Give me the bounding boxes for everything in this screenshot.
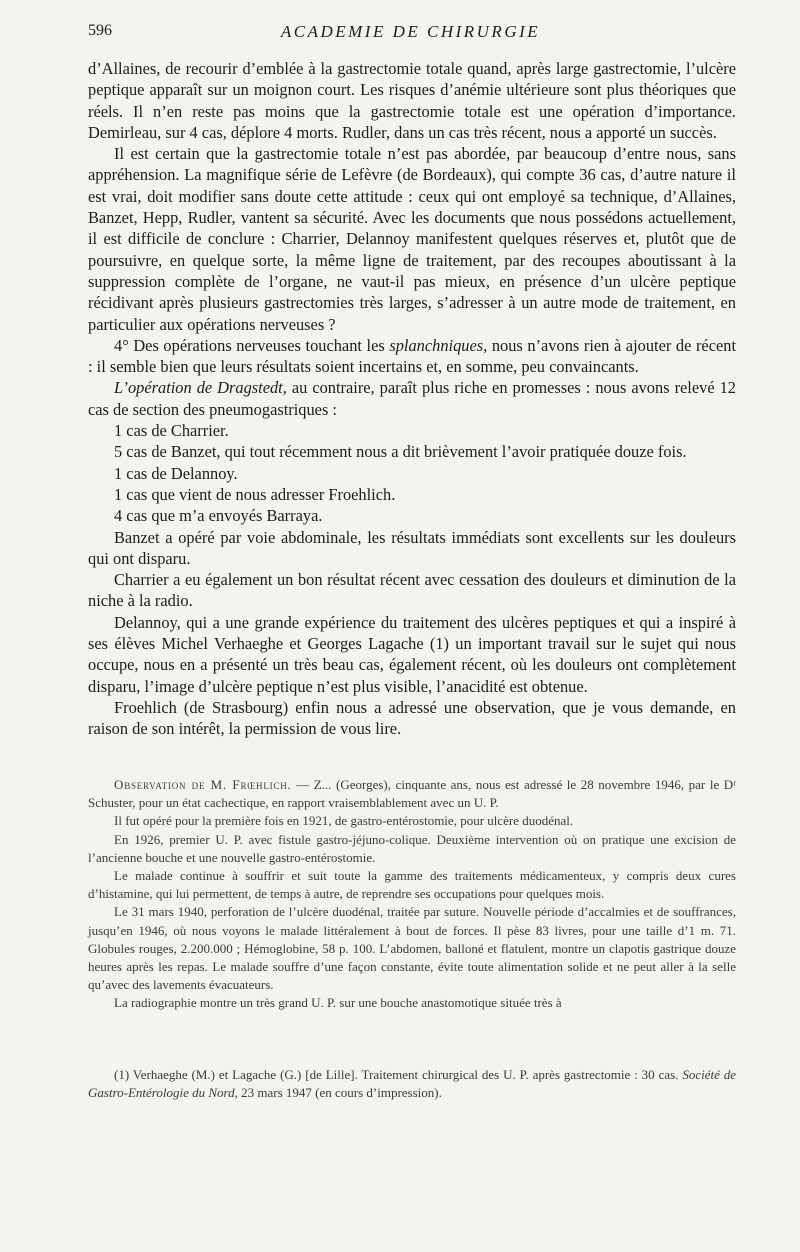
case-list-item: 1 cas de Charrier.	[114, 421, 229, 441]
journal-title: Société de Gastro-Entérologie du Nord,	[88, 1067, 737, 1101]
text-run: (1) Verhaeghe (M.) et Lagache (G.) [de Lille]. Traitement chirurgical des U. P. après gastrectomie : 30 cas.	[114, 1067, 683, 1082]
footnote-text	[88, 1066, 736, 1102]
paragraph: Il est certain que la gastrectomie totale n’est pas abordée, par beaucoup d’entre nous, sans appréhension. La magnifique série de Lefèvre (de Bordeaux), qui compte 36 cas, d’autre nature il est vrai, doit modifier sans doute cette attitude : ceux qui ont employé sa technique, d’Allaines, Banzet, Hepp, Rudler, vantent sa sécurité. Avec les documents que nous possédons actuellement, il est difficile de conclure : Charrier, Delannoy manifestent quelques réserves et, plutôt que de poursuivre, en quelque sorte, la même ligne de traitement, par des recoupes aboutissant à la suppression complète de l’organe, ne vaut-il pas mieux, en présence d’un ulcère peptique récidivant après plusieurs gastrectomies très larges, s’adresser à un autre mode de traitement, en particulier aux opérations nerveuses ?	[88, 144, 736, 334]
italic-term: L’opération de Dragstedt,	[114, 378, 287, 398]
text-run: 4° Des opérations nerveuses touchant les	[114, 335, 390, 355]
observation-paragraph: La radiographie montre un très grand U. P. sur une bouche anastomotique située très à	[114, 995, 562, 1011]
running-title: ACADEMIE DE CHIRURGIE	[280, 22, 541, 41]
paragraph: Froehlich (de Strasbourg) enfin nous a adressé une observation, que je vous demande, en raison de son intérêt, la permission de vous lire.	[88, 697, 736, 739]
observation-paragraph	[88, 776, 736, 812]
observation-paragraph: En 1926, premier U. P. avec fistule gastro-jéjuno-colique. Deuxième intervention où on pratique une excision de l’ancienne bouche et une nouvelle gastro-entérostomie.	[88, 831, 736, 865]
case-list-item: 5 cas de Banzet, qui tout récemment nous a dit brièvement l’avoir pratiquée douze fois.	[114, 442, 687, 462]
text-run: 23 mars 1947 (en cours d’impression).	[237, 1085, 442, 1101]
italic-term: splanchniques,	[389, 335, 488, 355]
paragraph: Banzet a opéré par voie abdominale, les résultats immédiats sont excellents sur les douleurs qui ont disparu.	[88, 527, 736, 568]
observation-paragraph: Le malade continue à souffrir et suit toute la gamme des traitements médicamenteux, y compris deux cures d’histamine, qui lui permettent, de temps à autre, de reprendre ses occupations pour quelques mois.	[88, 868, 736, 902]
paragraph: Charrier a eu également un bon résultat récent avec cessation des douleurs et diminution de la niche à la radio.	[88, 570, 736, 611]
observation-paragraph: Le 31 mars 1940, perforation de l’ulcère duodénal, traitée par suture. Nouvelle période d’accalmies et de souffrances, jusqu’en 1946, où nous voyons le malade littéralement à bout de forces. Il pèse 83 livres, pour une taille d’1 m. 71. Globules rouges, 2.200.000 ; Hémoglobine, 58 p. 100. L’abdomen, balloné et flatulent, montre un clapotis gastrique douze heures après les repas. Le malade souffre d’une façon constante, évite toute alimentation solide et ne peut aller à la selle qu’avec des lavements évacuateurs.	[88, 904, 736, 993]
case-list-item: 4 cas que m’a envoyés Barraya.	[114, 506, 323, 526]
case-list-item: 1 cas que vient de nous adresser Froehlich.	[114, 484, 396, 504]
paragraph: Delannoy, qui a une grande expérience du traitement des ulcères peptiques et qui a inspiré à ses élèves Michel Verhaeghe et Georges Lagache (1) un important travail sur le sujet qui nous occupe, nous en a présenté un très beau cas, également récent, où les douleurs ont complètement disparu, l’image d’ulcère peptique n’est plus visible, l’anacidité est obtenue.	[88, 612, 736, 696]
footnote	[88, 1066, 736, 1102]
paragraph: d’Allaines, de recourir d’emblée à la gastrectomie totale quand, après large gastrectomie, l’ulcère peptique apparaît sur un moignon court. Les risques d’anémie ultérieure sont plus théoriques que réels. Il n’en reste pas moins que la gastrectomie totale est une opération d’importance. Demirleau, sur 4 cas, déplore 4 morts. Rudler, dans un cas très récent, nous a apporté un succès.	[88, 59, 736, 142]
paragraph	[88, 335, 736, 378]
main-text	[88, 58, 736, 740]
observation-heading: Observation de M. Frœhlich.	[114, 777, 292, 792]
text-run: au contraire, paraît plus riche en promesses : nous avons relevé 12 cas de section des pneumogastriques :	[88, 378, 736, 419]
page-header	[88, 22, 733, 46]
paragraph	[88, 377, 736, 420]
observation-paragraph: Il fut opéré pour la première fois en 1921, de gastro-entérostomie, pour ulcère duodénal.	[114, 813, 574, 829]
case-list-item: 1 cas de Delannoy.	[114, 463, 238, 483]
observation-block	[88, 776, 736, 1013]
page-number: 596	[88, 22, 112, 39]
text-run: — Z... (Georges), cinquante ans, nous est adressé le 28 novembre 1946, par le Dʳ Schuster, pour un état cachectique, en rapport vraisemblablement avec un U. P.	[88, 777, 736, 811]
text-run: nous n’avons rien à ajouter de récent : il semble bien que leurs résultats soient incertains et, en somme, peu convaincants.	[88, 335, 736, 377]
